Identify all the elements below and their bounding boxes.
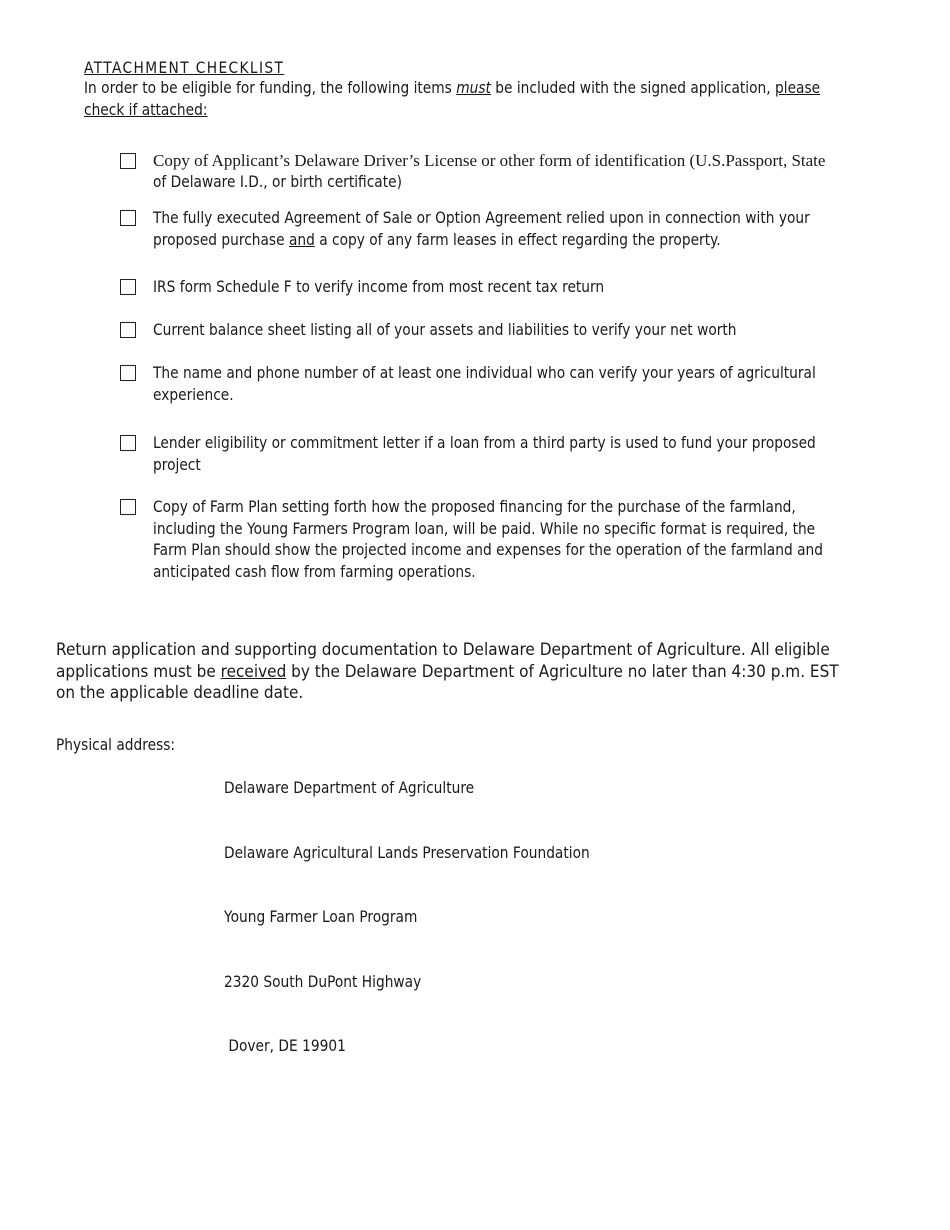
intro-text-cont: be included with the signed application, <box>490 78 776 97</box>
checkbox-schedule-f[interactable] <box>120 279 136 295</box>
return-text: applications must be <box>56 661 221 682</box>
address-label: Physical address: <box>56 735 176 754</box>
intro-check-if-attached: check if attached: <box>84 99 208 119</box>
item-text: a copy of any farm leases in effect regarding the property. <box>314 229 721 249</box>
checkbox-drivers-license[interactable] <box>120 153 136 169</box>
item-line: Lender eligibility or commitment letter if a loan from a third party is used to fund your proposed <box>153 433 816 452</box>
address-block <box>224 734 590 1078</box>
item-text: proposed purchase <box>153 229 289 249</box>
address-line: 2320 South DuPont Highway <box>224 971 422 991</box>
item-farm-plan <box>153 496 823 582</box>
item-drivers-license <box>153 150 825 193</box>
item-reference-contact <box>153 362 816 405</box>
item-line: Current balance sheet listing all of your assets and liabilities to verify your net worth <box>153 320 737 339</box>
item-lender-letter <box>153 432 816 475</box>
item-agreement-of-sale <box>153 207 810 250</box>
checklist-heading: ATTACHMENT CHECKLIST <box>84 58 285 77</box>
return-instructions <box>56 640 839 705</box>
item-line: Copy of Farm Plan setting forth how the proposed financing for the purchase of the farmland, <box>153 497 796 516</box>
item-line: Copy of Applicant’s Delaware Driver’s License or other form of identification (U.S.Passport, State <box>153 151 826 170</box>
checkbox-farm-plan[interactable] <box>120 499 136 515</box>
address-line: Young Farmer Loan Program <box>224 907 418 926</box>
intro-please: please <box>775 78 821 97</box>
item-line: The fully executed Agreement of Sale or Option Agreement relied upon in connection with your <box>153 208 810 227</box>
checkbox-reference-contact[interactable] <box>120 365 136 381</box>
address-line: Dover, DE 19901 <box>224 1036 346 1055</box>
return-text: by the Delaware Department of Agriculture no later than 4:30 p.m. EST <box>286 661 839 682</box>
item-line <box>153 229 810 251</box>
item-line: IRS form Schedule F to verify income from most recent tax return <box>153 277 605 296</box>
item-line: including the Young Farmers Program loan, will be paid. While no specific format is required, the <box>153 518 816 538</box>
return-line: Return application and supporting documentation to Delaware Department of Agriculture. All eligible <box>56 640 830 660</box>
return-line: on the applicable deadline date. <box>56 683 304 703</box>
item-balance-sheet <box>153 319 737 341</box>
checklist-intro <box>84 77 820 120</box>
intro-must-emphasis: must <box>456 78 491 97</box>
address-line: Delaware Department of Agriculture <box>224 778 475 797</box>
item-line: of Delaware I.D., or birth certificate) <box>153 172 402 191</box>
received-emphasis: received <box>220 661 287 682</box>
item-line: The name and phone number of at least one individual who can verify your years of agricultural <box>153 363 816 382</box>
item-line: experience. <box>153 384 234 404</box>
item-line: anticipated cash flow from farming operations. <box>153 561 476 581</box>
intro-text: In order to be eligible for funding, the following items <box>84 78 457 97</box>
address-line: Delaware Agricultural Lands Preservation Foundation <box>224 842 590 862</box>
checkbox-lender-letter[interactable] <box>120 435 136 451</box>
item-schedule-f <box>153 276 604 298</box>
checkbox-balance-sheet[interactable] <box>120 322 136 338</box>
item-line: Farm Plan should show the projected income and expenses for the operation of the farmland and <box>153 540 823 559</box>
item-line: project <box>153 454 201 474</box>
checkbox-agreement-of-sale[interactable] <box>120 210 136 226</box>
and-emphasis: and <box>288 229 315 249</box>
return-line <box>56 662 839 684</box>
